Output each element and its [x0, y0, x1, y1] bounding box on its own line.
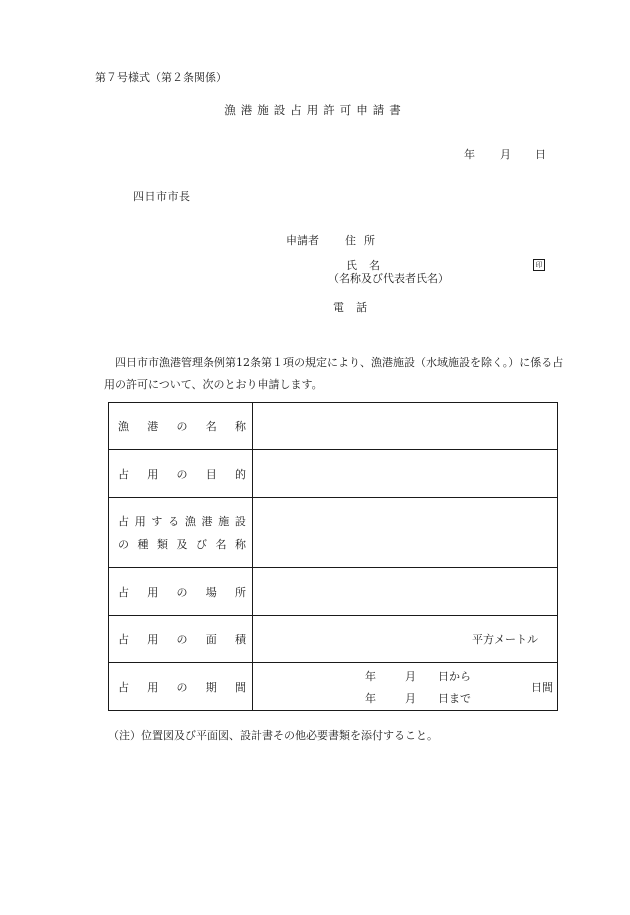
label-char: 占 — [118, 633, 129, 646]
period-field[interactable] — [253, 663, 558, 711]
label-char: の — [176, 680, 188, 694]
label-char: 占 — [118, 585, 129, 599]
applicant-label: 申請者 — [286, 234, 319, 247]
row-label-location — [109, 568, 253, 616]
label-char: 用 — [147, 585, 159, 599]
port-name-field[interactable] — [253, 403, 558, 450]
area-unit: 平方メートル — [472, 633, 538, 646]
label-char: 及 — [176, 537, 188, 551]
label-char: 用 — [134, 514, 146, 528]
facility-type-field[interactable] — [253, 498, 558, 568]
row-label-period — [109, 663, 253, 711]
row-label-area — [109, 616, 253, 663]
period-days: 日間 — [531, 681, 553, 694]
location-field[interactable] — [253, 568, 558, 616]
application-table — [108, 402, 558, 711]
label-char: の — [176, 420, 188, 433]
label-char: 設 — [234, 514, 246, 528]
table-row — [109, 403, 558, 450]
name-label: 氏名 — [346, 259, 392, 272]
document-title: 漁港施設占用許可申請書 — [224, 103, 406, 117]
label-char: る — [168, 514, 180, 528]
label-char: 期 — [205, 680, 217, 694]
label-char: 面 — [205, 633, 217, 646]
table-row — [109, 568, 558, 616]
label-char: の — [118, 537, 129, 551]
period-to-day: 日まで — [438, 692, 471, 705]
label-char: 名 — [215, 537, 227, 551]
label-char: 称 — [235, 537, 246, 551]
label-char: の — [176, 585, 188, 599]
period-from-month: 月 — [405, 670, 416, 683]
label-char: 所 — [235, 585, 246, 599]
label-char: す — [151, 514, 163, 528]
label-char: 種 — [137, 537, 149, 551]
table-row — [109, 450, 558, 498]
label-char: 漁 — [118, 420, 129, 433]
period-from-year: 年 — [365, 670, 376, 683]
date-year-label: 年 — [464, 148, 475, 161]
application-statement: 四日市市漁港管理条例第12条第１項の規定により、漁港施設（水域施設を除く。）に係る占用の許可について、次のとおり申請します。 — [104, 356, 564, 391]
label-char: 用 — [147, 633, 159, 646]
table-row — [109, 663, 558, 711]
address-label: 住所 — [345, 234, 383, 247]
addressee: 四日市市長 — [133, 190, 191, 203]
row-label-facility-type — [109, 498, 253, 568]
period-to-month: 月 — [405, 692, 416, 705]
label-char: 積 — [235, 633, 246, 646]
label-char: 目 — [205, 467, 217, 481]
label-char: 港 — [201, 514, 213, 528]
date-day-label: 日 — [535, 148, 546, 161]
label-char: 占 — [118, 467, 129, 481]
purpose-field[interactable] — [253, 450, 558, 498]
label-char: び — [196, 537, 207, 551]
date-month-label: 月 — [500, 148, 511, 161]
label-char: 用 — [147, 467, 159, 481]
label-char: の — [176, 633, 188, 646]
label-char: 的 — [235, 467, 246, 481]
form-number: 第７号様式（第２条関係） — [95, 71, 227, 84]
row-label-port-name — [109, 403, 253, 450]
table-row — [109, 616, 558, 663]
attachment-note: （注）位置図及び平面図、設計書その他必要書類を添付すること。 — [108, 729, 438, 742]
label-char: 占 — [118, 514, 129, 528]
label-char: 用 — [147, 680, 159, 694]
phone-label: 電話 — [333, 301, 379, 314]
label-char: 漁 — [184, 514, 196, 528]
table-row — [109, 498, 558, 568]
label-char: 港 — [147, 420, 159, 433]
name-note: （名称及び代表者氏名） — [328, 272, 449, 285]
label-char: 間 — [235, 680, 246, 694]
seal-icon: 印 — [533, 259, 545, 271]
label-char: 称 — [235, 420, 246, 433]
period-from-day: 日から — [438, 670, 471, 683]
label-char: 名 — [205, 420, 217, 433]
label-char: 施 — [218, 514, 230, 528]
label-char: の — [176, 467, 188, 481]
area-field[interactable] — [253, 616, 558, 663]
period-to-year: 年 — [365, 692, 376, 705]
label-char: 場 — [205, 585, 217, 599]
label-char: 占 — [118, 680, 129, 694]
row-label-purpose — [109, 450, 253, 498]
label-char: 類 — [157, 537, 168, 551]
